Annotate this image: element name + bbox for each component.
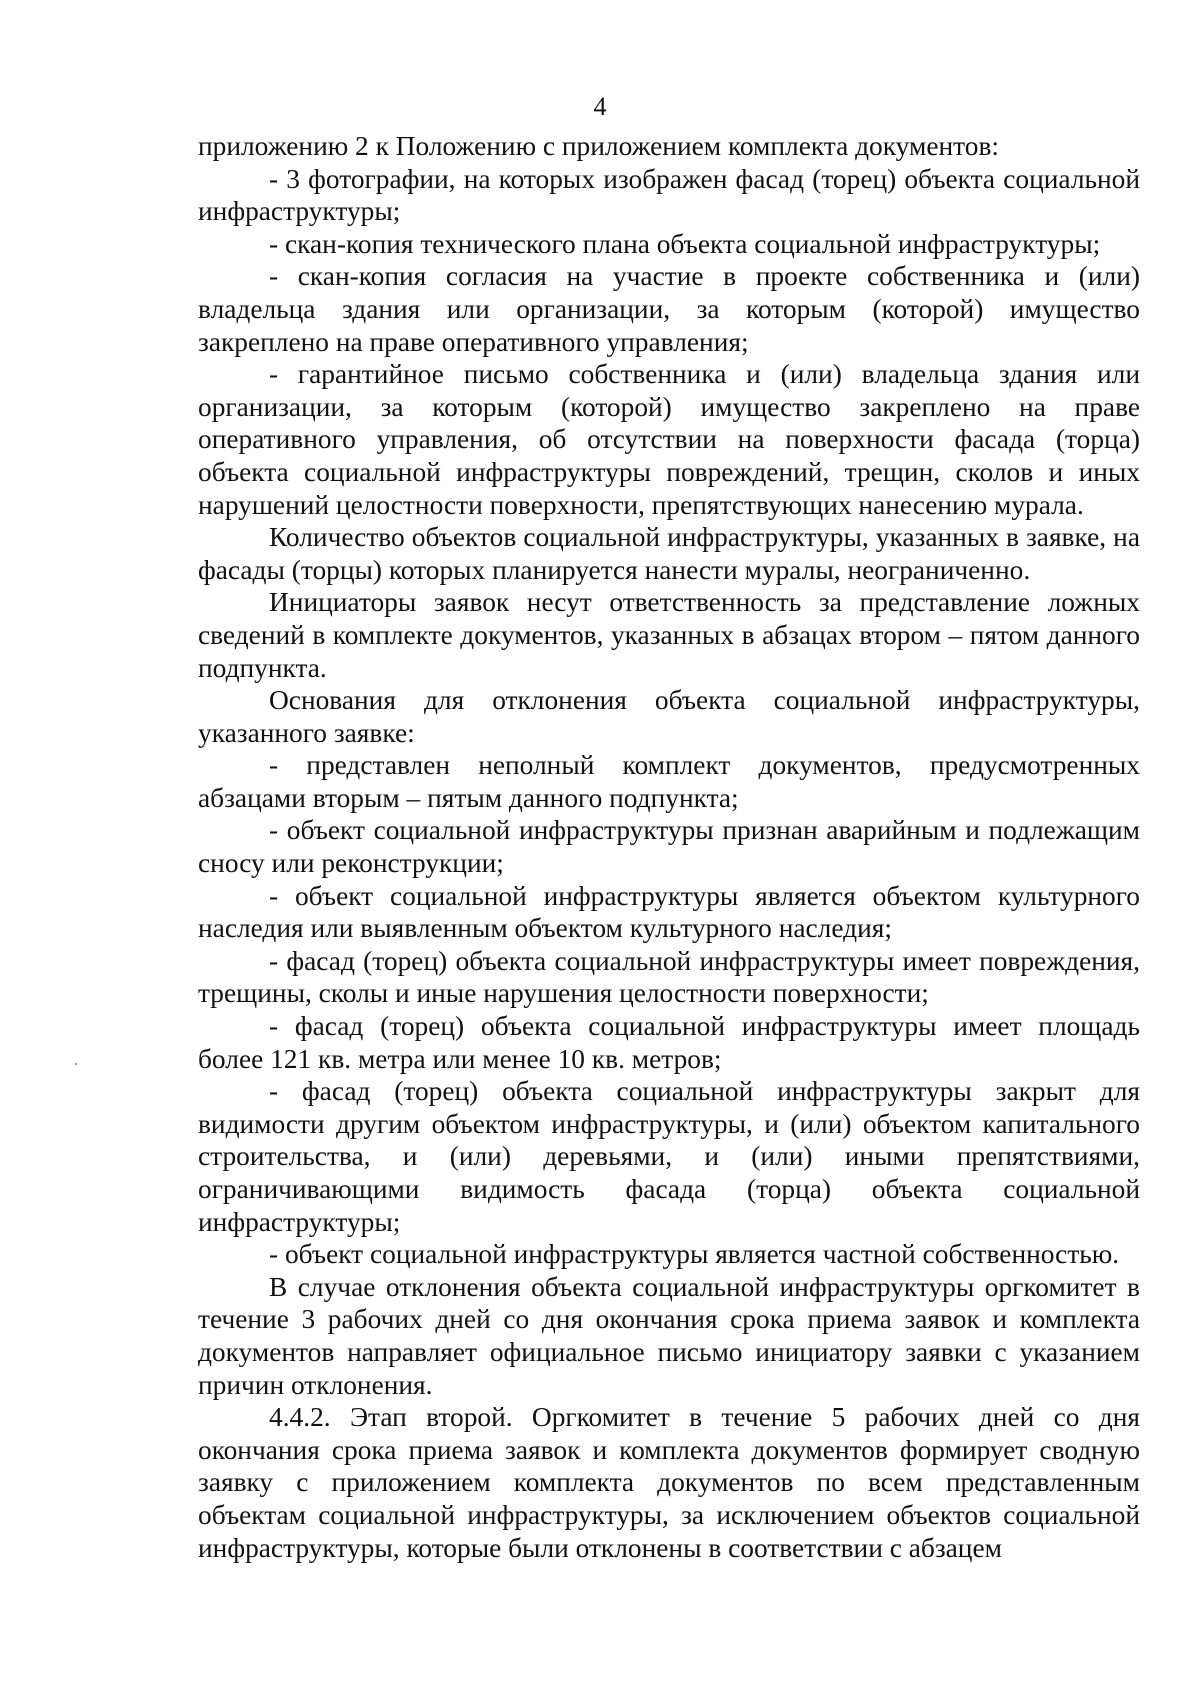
paragraph: приложению 2 к Положению с приложением комплекта документов: bbox=[198, 131, 999, 161]
scan-speck bbox=[75, 1063, 77, 1065]
paragraph: Инициаторы заявок несут ответственность за представление ложных сведений в комплекте документов, указанных в абзацах втором – пятом данного подпункта. bbox=[198, 587, 1140, 683]
document-body bbox=[198, 130, 1140, 1564]
list-item-photos: - 3 фотографии, на которых изображен фасад (торец) объекта социальной инфраструктуры; bbox=[198, 163, 1140, 227]
list-item: - объект социальной инфраструктуры признан аварийным и подлежащим сносу или реконструкции; bbox=[198, 815, 1140, 879]
page-number: 4 bbox=[593, 92, 607, 121]
paragraph: Количество объектов социальной инфраструктуры, указанных в заявке, на фасады (торцы) которых планируется нанести муралы, неограниченно. bbox=[198, 522, 1140, 585]
list-item-consent: - скан-копия согласия на участие в проекте собственника и (или) владельца здания или организации, за которым (которой) имущество закреплено на праве оперативного управления; bbox=[198, 261, 1140, 357]
paragraph-section-4-4-2: 4.4.2. Этап второй. Оргкомитет в течение 5 рабочих дней со дня окончания срока приема заявок и комплекта документов формирует сводную заявку с приложением комплекта документов по всем представленным объектам социальной инфраструктуры, за исключением объектов социальной инфраструктуры, которые были отклонены в соответствии с абзацем bbox=[198, 1402, 1140, 1563]
list-item: - фасад (торец) объекта социальной инфраструктуры имеет повреждения, трещины, сколы и иные нарушения целостности поверхности; bbox=[198, 945, 1140, 1009]
list-item-technical-plan: - скан-копия технического плана объекта социальной инфраструктуры; bbox=[269, 228, 1101, 259]
paragraph: Основания для отклонения объекта социальной инфраструктуры, указанного заявке: bbox=[198, 685, 1140, 748]
list-item: - объект социальной инфраструктуры является объектом культурного наследия или выявленным объектом культурного наследия; bbox=[198, 880, 1140, 944]
list-item: - фасад (торец) объекта социальной инфраструктуры закрыт для видимости другим объектом инфраструктуры, и (или) объектом капитального строительства, и (или) деревьями, и (или) иными препятствиями, ограничивающими видимость фасада (торца) объекта социальной инфраструктуры; bbox=[198, 1076, 1140, 1237]
list-item: - представлен неполный комплект документов, предусмотренных абзацами вторым – пятым данного подпункта; bbox=[198, 750, 1140, 813]
list-item-guarantee-letter: - гарантийное письмо собственника и (или) владельца здания или организации, за которым (которой) имущество закреплено на праве оперативного управления, об отсутствии на поверхности фасада (торца) объекта социальной инфраструктуры повреждений, трещин, сколов и иных нарушений целостности поверхности, препятствующих нанесению мурала. bbox=[198, 359, 1140, 520]
list-item: - фасад (торец) объекта социальной инфраструктуры имеет площадь более 121 кв. метра или менее 10 кв. метров; bbox=[198, 1011, 1140, 1074]
paragraph: В случае отклонения объекта социальной инфраструктуры оргкомитет в течение 3 рабочих дней со дня окончания срока приема заявок и комплекта документов направляет официальное письмо инициатору заявки с указанием причин отклонения. bbox=[198, 1271, 1140, 1400]
list-item: - объект социальной инфраструктуры является частной собственностью. bbox=[269, 1239, 1120, 1270]
